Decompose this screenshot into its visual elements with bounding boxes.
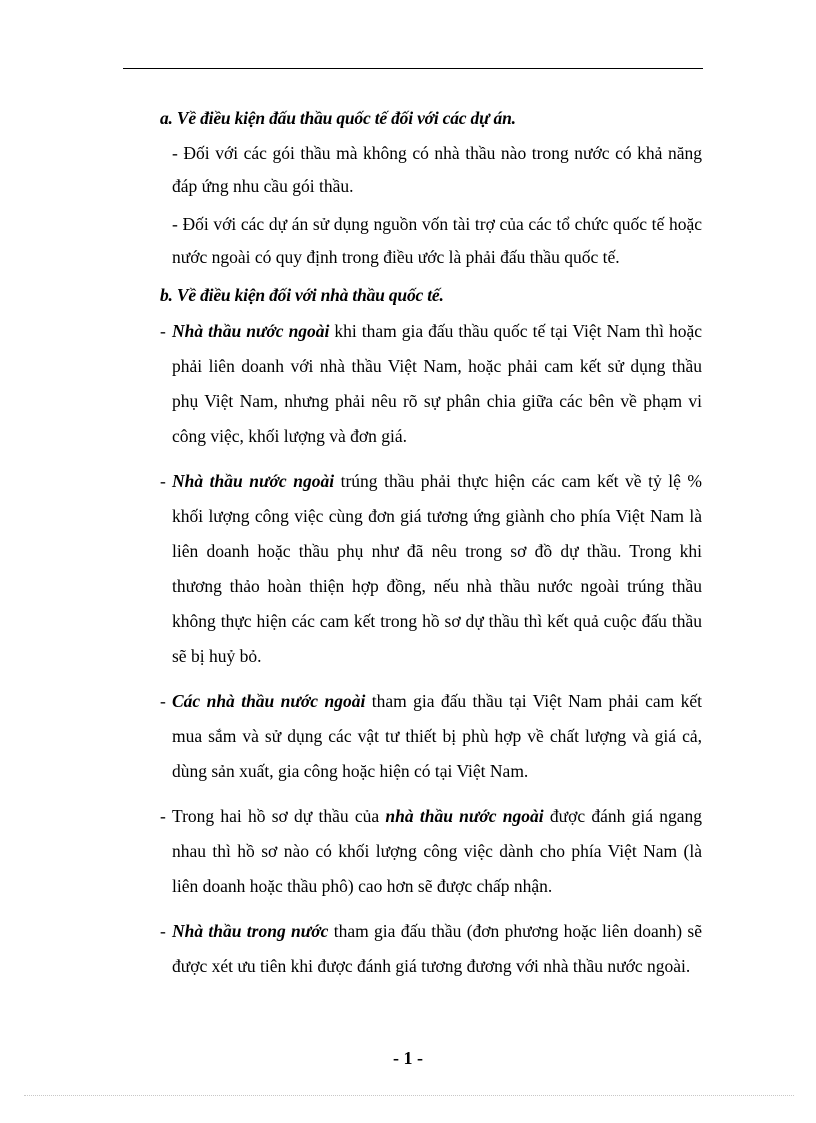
section-b-item-3: [160, 684, 702, 789]
page-bottom-border: [24, 1095, 794, 1096]
section-b-heading: b. Về điều kiện đối với nhà thầu quốc tế.: [160, 285, 444, 305]
item-text-after: được đánh giá ngang nhau thì hồ sơ nào có khối lượng công việc dành cho phía Việt Nam (là liên doanh hoặc thầu phô) cao hơn sẽ được chấp nhận.: [172, 806, 703, 896]
item-text-after: khi tham gia đấu thầu quốc tế tại Việt Nam thì hoặc phải liên doanh với nhà thầu Việt Nam, hoặc phải cam kết sử dụng thầu phụ Việt Nam, nhưng phải nêu rõ sự phân chia giữa các bên về phạm vi công việc, khối lượng và đơn giá.: [172, 321, 702, 446]
header-rule: [123, 68, 703, 69]
item-emphasis: Nhà thầu nước ngoài: [172, 321, 330, 341]
section-b-item-1: [160, 314, 702, 454]
section-a-heading: a. Về điều kiện đấu thầu quốc tế đối với các dự án.: [160, 108, 516, 128]
section-a-item-1: - Đối với các gói thầu mà không có nhà thầu nào trong nước có khả năng đáp ứng nhu cầu gói thầu.: [172, 143, 702, 196]
bullet-dash: -: [160, 471, 166, 491]
section-a-item-2: - Đối với các dự án sử dụng nguồn vốn tài trợ của các tổ chức quốc tế hoặc nước ngoài có quy định trong điều ước là phải đấu thầu quốc tế.: [172, 214, 702, 267]
item-text-before: Trong hai hồ sơ dự thầu của: [172, 806, 386, 826]
item-text-after: tham gia đấu thầu tại Việt Nam phải cam kết mua sắm và sử dụng các vật tư thiết bị phù hợp về chất lượng và giá cả, dùng sản xuất, gia công hoặc hiện có tại Việt Nam.: [172, 691, 703, 781]
bullet-dash: -: [160, 691, 166, 711]
bullet-dash: -: [160, 321, 166, 341]
page-number: - 1 -: [393, 1048, 423, 1068]
item-text-after: tham gia đấu thầu (đơn phương hoặc liên doanh) sẽ được xét ưu tiên khi được đánh giá tương đương với nhà thầu nước ngoài.: [172, 921, 702, 976]
section-b-item-5: [160, 914, 702, 984]
item-text-after: trúng thầu phải thực hiện các cam kết về tỷ lệ % khối lượng công việc cùng đơn giá tương ứng giành cho phía Việt Nam là liên doanh hoặc thầu phụ như đã nêu trong sơ đồ dự thầu. Trong khi thương thảo hoàn thiện hợp đồng, nếu nhà thầu nước ngoài trúng thầu không thực hiện các cam kết trong hồ sơ dự thầu thì kết quả cuộc đấu thầu sẽ bị huỷ bỏ.: [172, 471, 702, 666]
bullet-dash: -: [160, 921, 166, 941]
bullet-dash: -: [160, 806, 166, 826]
section-b-item-2: [160, 464, 702, 674]
item-emphasis: Các nhà thầu nước ngoài: [172, 691, 366, 711]
page-content: [160, 102, 702, 994]
section-b-item-4: [160, 799, 702, 904]
item-emphasis: nhà thầu nước ngoài: [385, 806, 544, 826]
item-emphasis: Nhà thầu trong nước: [172, 921, 329, 941]
item-emphasis: Nhà thầu nước ngoài: [172, 471, 335, 491]
